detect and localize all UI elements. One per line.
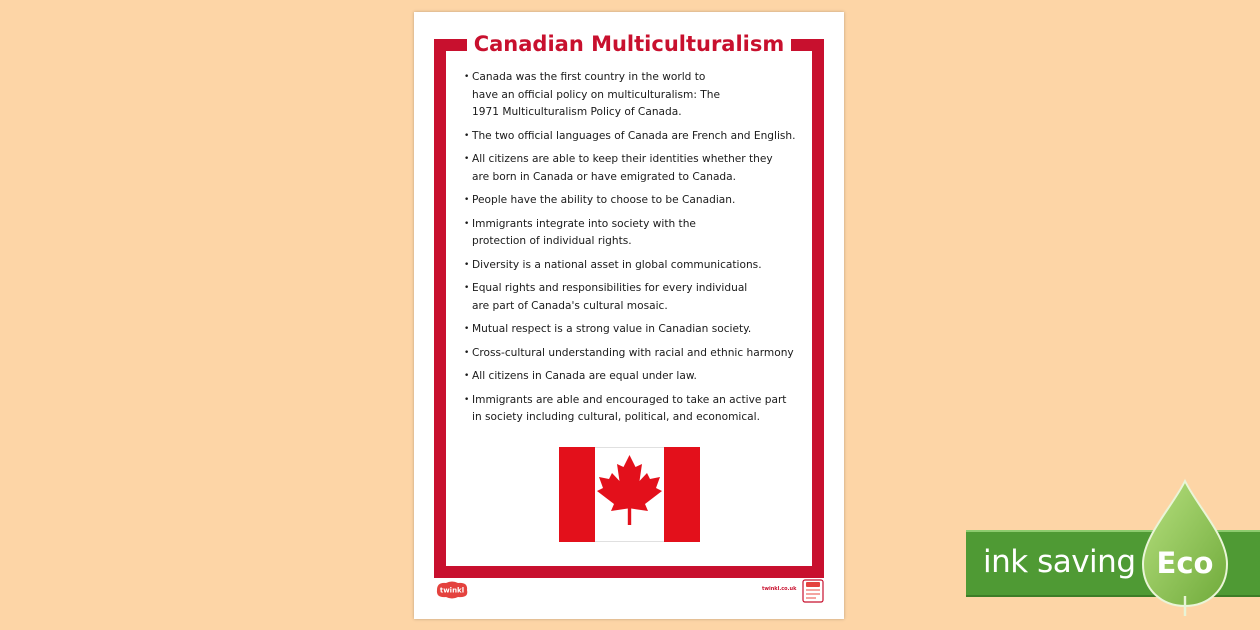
footer-url: twinkl.co.uk <box>762 586 797 592</box>
twinkl-logo-icon <box>434 580 470 600</box>
list-item: • Mutual respect is a strong value in Canadian society. <box>464 321 804 339</box>
list-item: • Canada was the first country in the world to have an official policy on multiculturalism: The 1971 Multiculturalism Policy of Canada. <box>464 69 804 122</box>
list-item: • Cross-cultural understanding with racial and ethnic harmony <box>464 345 804 363</box>
ink-saving-label: ink saving <box>983 544 1136 580</box>
list-item: • People have the ability to choose to be Canadian. <box>464 192 804 210</box>
list-item: • Equal rights and responsibilities for every individual are part of Canada's cultural mosaic. <box>464 280 804 315</box>
canadian-flag-icon <box>559 447 700 542</box>
list-item: • Diversity is a national asset in global communications. <box>464 257 804 275</box>
eco-badge-text: Eco <box>1156 546 1214 580</box>
fact-list <box>464 69 804 433</box>
page-title: Canadian Multiculturalism <box>473 32 785 56</box>
list-item: • The two official languages of Canada are French and English. <box>464 128 804 146</box>
list-item: • Immigrants are able and encouraged to take an active part in society including cultural, political, and economical. <box>464 392 804 427</box>
badge-icon <box>800 578 826 604</box>
list-item: • Immigrants integrate into society with the protection of individual rights. <box>464 216 804 251</box>
list-item: • All citizens in Canada are equal under law. <box>464 368 804 386</box>
leaf-drop-icon <box>1137 478 1233 618</box>
logo-text: twinkl <box>439 586 465 595</box>
list-item: • All citizens are able to keep their identities whether they are born in Canada or have emigrated to Canada. <box>464 151 804 186</box>
title-wrap <box>467 28 791 60</box>
document-sheet <box>414 12 844 619</box>
